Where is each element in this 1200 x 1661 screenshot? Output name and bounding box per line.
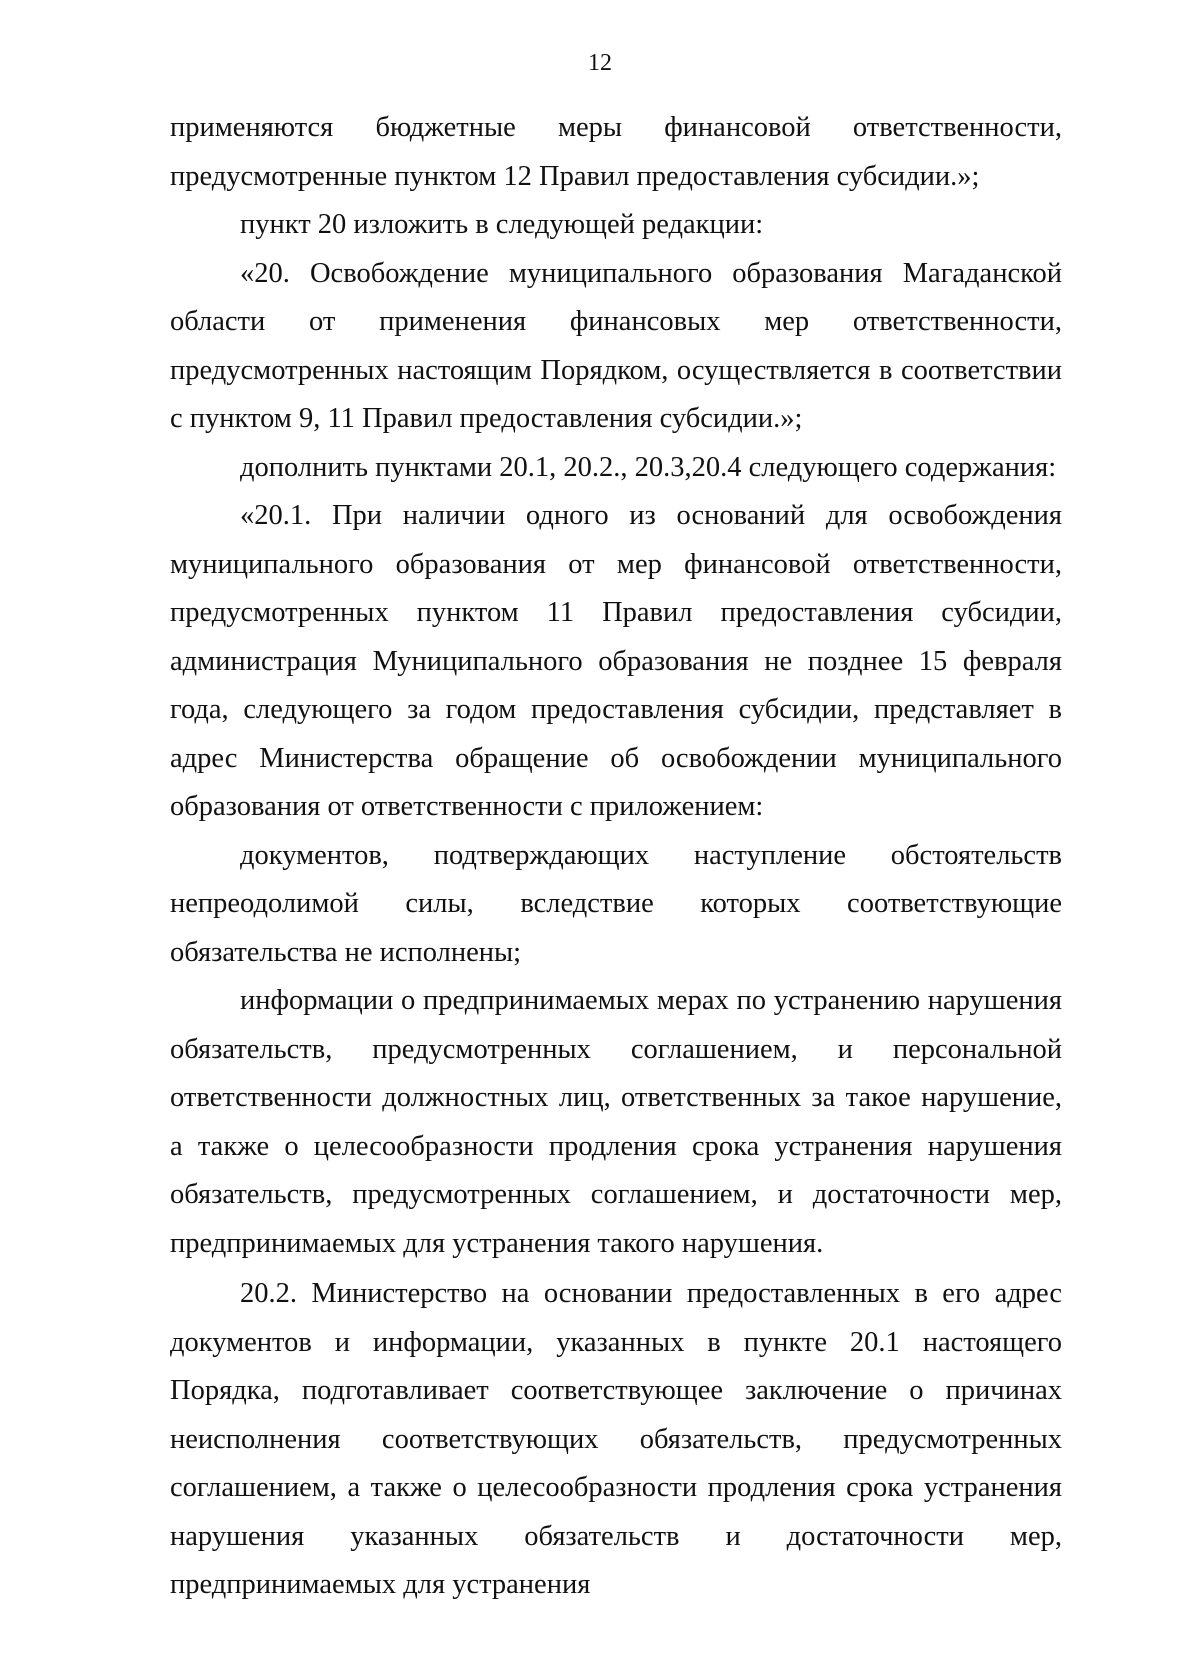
- page-number: 12: [588, 50, 612, 76]
- paragraph-continuation: применяются бюджетные меры финансовой ответственности, предусмотренные пунктом 12 Правил предоставления субсидии.»;: [170, 112, 1062, 192]
- paragraph-point-20-2: 20.2. Министерство на основании предоставленных в его адрес документов и информации, указанных в пункте 20.1 настоящего Порядка, подготавливает соответствующее заключение о причинах неисполнения соответствующих обязательств, предусмотренных соглашением, а также о целесообразности продления срока устранения нарушения указанных обязательств и достаточности мер, предпринимаемых для устранения: [170, 1278, 1062, 1600]
- paragraph-point-20-1: «20.1. При наличии одного из оснований для освобождения муниципального образования от мер финансовой ответственности, предусмотренных пунктом 11 Правил предоставления субсидии, администрация Муниципального образования не позднее 15 февраля года, следующего за годом предоставления субсидии, представляет в адрес Министерства обращение об освобождении муниципального образования от ответственности с приложением:: [170, 500, 1062, 822]
- paragraph-supplement-instruction: дополнить пунктами 20.1, 20.2., 20.3,20.4 следующего содержания:: [240, 451, 1057, 483]
- paragraph-point-20: «20. Освобождение муниципального образования Магаданской области от применения финансовых мер ответственности, предусмотренных настоящим Порядком, осуществляется в соответствии с пунктом 9, 11 Правил предоставления субсидии.»;: [170, 257, 1062, 434]
- paragraph-documents-item: документов, подтверждающих наступление обстоятельств непреодолимой силы, вследствие которых соответствующие обязательства не исполнены;: [170, 839, 1062, 968]
- paragraph-point-20-instruction: пункт 20 изложить в следующей редакции:: [240, 209, 764, 240]
- document-body: [170, 104, 1062, 1610]
- paragraph-information-item: информации о предпринимаемых мерах по устранению нарушения обязательств, предусмотренных соглашением, и персональной ответственности должностных лиц, ответственных за такое нарушение, а также о целесообразности продления срока устранения нарушения обязательств, предусмотренных соглашением, и достаточности мер, предпринимаемых для устранения такого нарушения.: [170, 985, 1062, 1259]
